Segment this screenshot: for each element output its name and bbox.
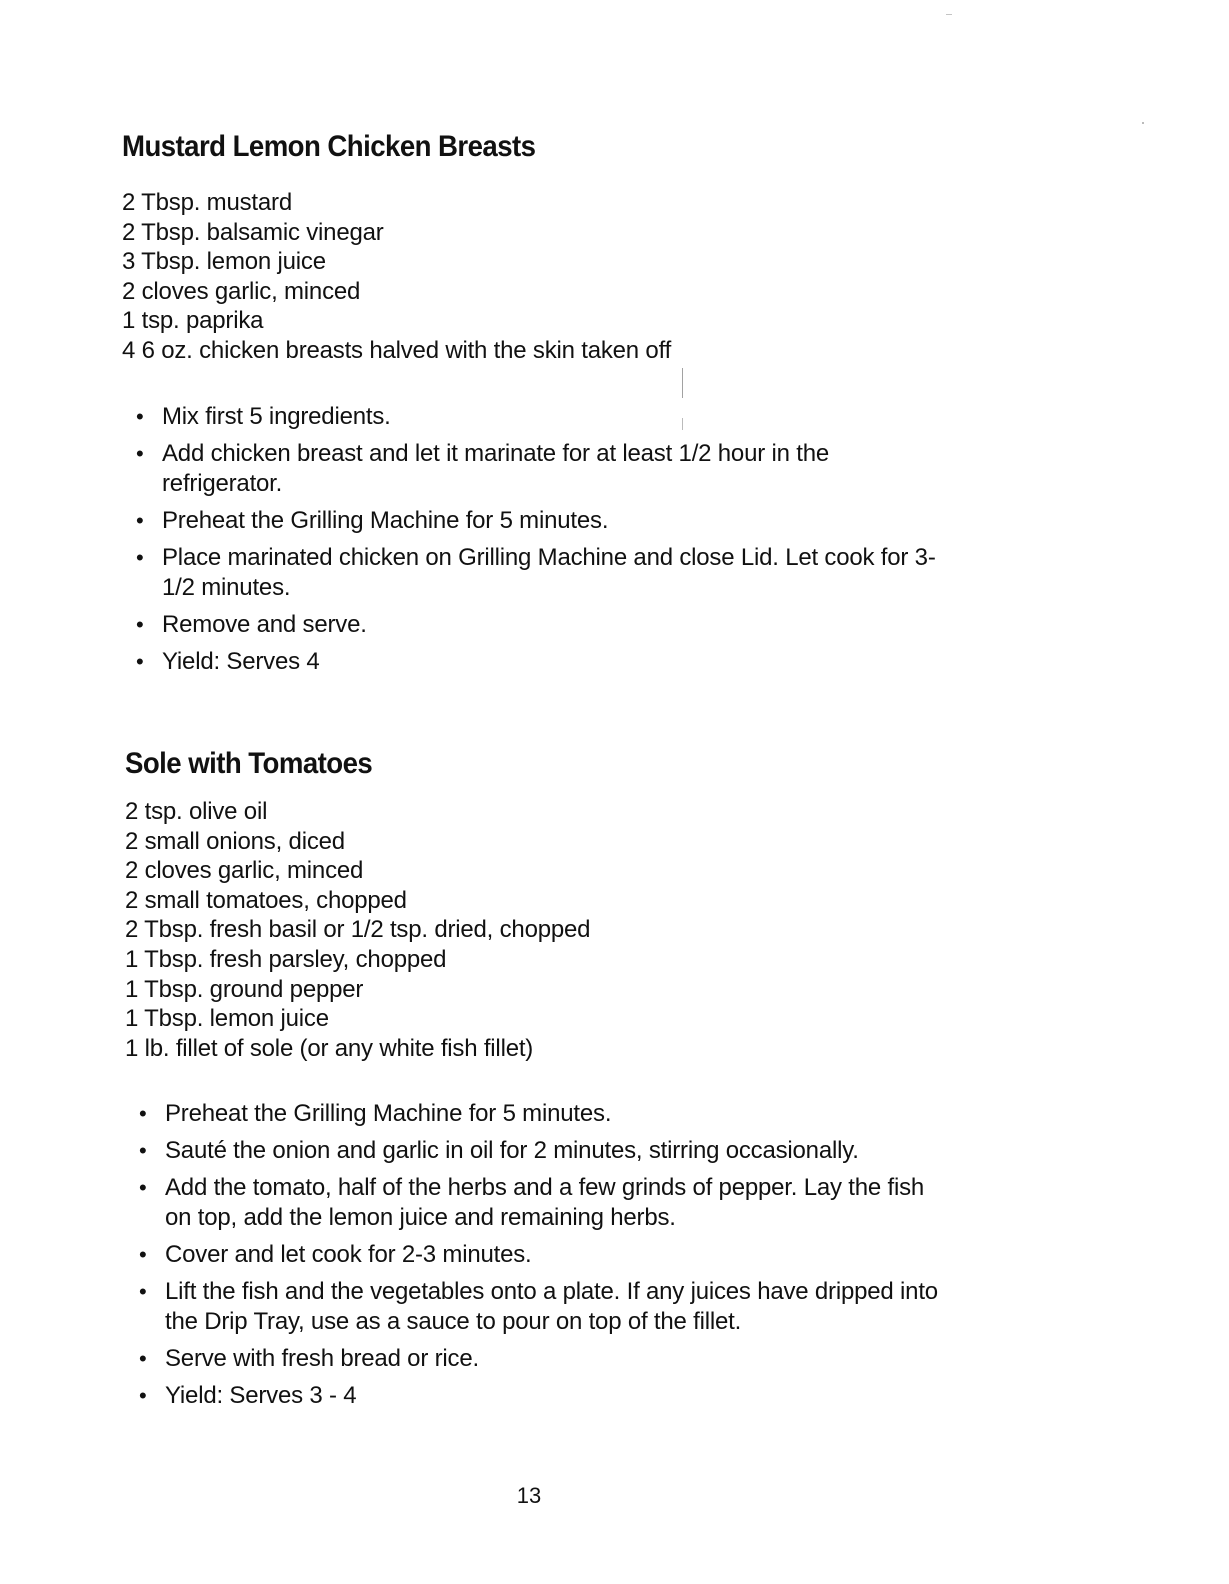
- bullet-icon: •: [136, 648, 144, 674]
- step-text: Lift the fish and the vegetables onto a plate. If any juices have dripped into the Drip Tray, use as a sauce to pour on top of the fillet.: [165, 1278, 938, 1336]
- ingredient-item: 1 Tbsp. lemon juice: [125, 1005, 329, 1033]
- step-text: Serve with fresh bread or rice.: [165, 1345, 479, 1373]
- scan-artifact-line: [682, 368, 683, 398]
- step-item: [0, 1173, 945, 1233]
- bullet-icon: •: [139, 1101, 147, 1127]
- step-text: Remove and serve.: [162, 610, 367, 638]
- step-item: [0, 1099, 945, 1129]
- bullet-icon: •: [139, 1279, 147, 1305]
- step-item: [0, 1240, 945, 1270]
- step-item: [0, 647, 942, 677]
- ingredient-item: 4 6 oz. chicken breasts halved with the skin taken off: [122, 336, 672, 364]
- ingredient-item: 2 Tbsp. fresh basil or 1/2 tsp. dried, chopped: [125, 916, 591, 944]
- ingredient-item: 2 Tbsp. balsamic vinegar: [122, 218, 384, 246]
- step-text: Mix first 5 ingredients.: [162, 402, 391, 430]
- scan-artifact-dot: [1142, 122, 1144, 124]
- step-text: Cover and let cook for 2-3 minutes.: [165, 1241, 532, 1269]
- ingredient-item: 1 tsp. paprika: [122, 307, 264, 335]
- step-item: [0, 610, 942, 640]
- ingredient-item: 1 lb. fillet of sole (or any white fish fillet): [125, 1034, 534, 1062]
- recipe-mustard-lemon-chicken: [0, 128, 1229, 684]
- bullet-icon: •: [139, 1175, 147, 1201]
- bullet-icon: •: [139, 1242, 147, 1268]
- step-item: [0, 1381, 945, 1411]
- bullet-icon: •: [136, 507, 144, 533]
- step-item: [0, 439, 942, 499]
- recipe-title: Mustard Lemon Chicken Breasts: [122, 130, 536, 163]
- step-item: [0, 402, 942, 432]
- ingredient-list: [122, 188, 1229, 366]
- recipe-sole-with-tomatoes: [0, 745, 1229, 1418]
- step-item: [0, 1136, 945, 1166]
- bullet-icon: •: [136, 611, 144, 637]
- ingredient-item: 2 cloves garlic, minced: [125, 857, 364, 885]
- step-text: Add chicken breast and let it marinate for at least 1/2 hour in the refrigerator.: [162, 439, 829, 497]
- step-item: [0, 543, 942, 603]
- bullet-icon: •: [136, 544, 144, 570]
- ingredient-item: 2 Tbsp. mustard: [122, 189, 292, 216]
- step-text: Yield: Serves 3 - 4: [165, 1382, 357, 1410]
- recipe-title: Sole with Tomatoes: [125, 747, 373, 780]
- bullet-icon: •: [136, 403, 144, 429]
- ingredient-item: 2 small tomatoes, chopped: [125, 886, 407, 914]
- step-list: [0, 1099, 1229, 1411]
- bullet-icon: •: [139, 1383, 147, 1409]
- step-list: [0, 402, 1229, 677]
- bullet-icon: •: [136, 440, 144, 466]
- ingredient-item: 2 small onions, diced: [125, 827, 345, 855]
- step-text: Preheat the Grilling Machine for 5 minutes.: [162, 506, 609, 534]
- bullet-icon: •: [139, 1346, 147, 1372]
- step-text: Yield: Serves 4: [162, 647, 320, 675]
- step-text: Preheat the Grilling Machine for 5 minutes.: [165, 1100, 612, 1128]
- ingredient-item: 2 cloves garlic, minced: [122, 277, 361, 305]
- step-item: [0, 506, 942, 536]
- step-text: Place marinated chicken on Grilling Machine and close Lid. Let cook for 3-1/2 minutes.: [162, 543, 936, 601]
- scan-artifact-dot: [682, 418, 683, 430]
- page-number: 13: [516, 1483, 542, 1508]
- ingredient-item: 1 Tbsp. ground pepper: [125, 975, 364, 1003]
- ingredient-list: [125, 797, 1229, 1063]
- ingredient-item: 3 Tbsp. lemon juice: [122, 248, 326, 276]
- ingredient-item: 2 tsp. olive oil: [125, 798, 268, 825]
- bullet-icon: •: [139, 1138, 147, 1164]
- scan-artifact-dot: [946, 14, 952, 15]
- step-text: Add the tomato, half of the herbs and a few grinds of pepper. Lay the fish on top, add the lemon juice and remaining herbs.: [165, 1174, 925, 1232]
- step-text: Sauté the onion and garlic in oil for 2 minutes, stirring occasionally.: [165, 1137, 859, 1165]
- ingredient-item: 1 Tbsp. fresh parsley, chopped: [125, 945, 447, 973]
- step-item: [0, 1277, 945, 1337]
- step-item: [0, 1344, 945, 1374]
